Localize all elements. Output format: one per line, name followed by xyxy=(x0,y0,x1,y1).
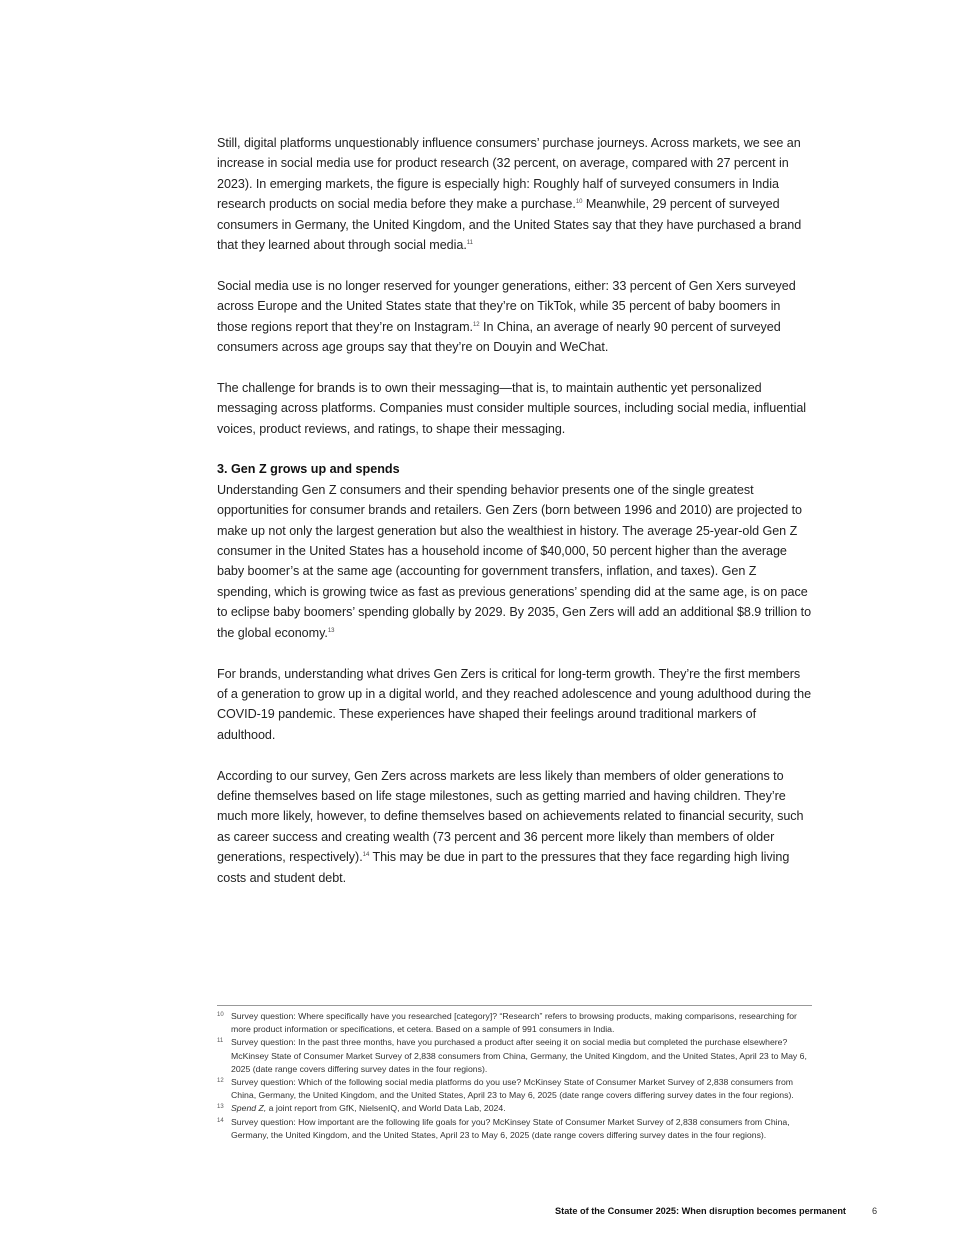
report-title: State of the Consumer 2025: When disruption becomes permanent xyxy=(555,1206,846,1216)
footnote-number: 10 xyxy=(217,1012,224,1018)
footnotes xyxy=(217,1005,812,1142)
footnote-ref[interactable]: 10 xyxy=(575,199,583,206)
footnote-text: Survey question: In the past three months, have you purchased a product after seeing it on social media but completed the purchase elsewhere? McKinsey State of Consumer Market Survey of 2,838 consumers from China, Germany, the United Kingdom, and the United States, April 23 to May 6, 2025 (date range covers differing survey dates in the four regions). xyxy=(231,1037,807,1074)
paragraph: The challenge for brands is to own their messaging—that is, to maintain authentic yet personalized messaging across platforms. Companies must consider multiple sources, including social media, influential voices, product reviews, and ratings, to shape their messaging. xyxy=(217,380,807,436)
footnote-number: 11 xyxy=(217,1038,224,1045)
paragraph-text: Meanwhile, 29 percent of surveyed consumers in Germany, the United Kingdom, and the United States say that they have purchased a brand that they learned about through social media. xyxy=(217,197,802,253)
section-heading: 3. Gen Z grows up and spends xyxy=(217,462,400,477)
paragraph-text: Still, digital platforms unquestionably influence consumers’ purchase journeys. Across markets, we see an increase in social media use for product research (32 percent, on average, compared with 27 percent in 2023). In emerging markets, the figure is especially high: Roughly half of surveyed consumers in India research products on social media before they make a purchase. xyxy=(217,136,801,212)
footnote xyxy=(217,1116,812,1142)
footnote-number: 14 xyxy=(217,1117,224,1124)
paragraph-text: Understanding Gen Z consumers and their spending behavior presents one of the single greatest opportunities for consumer brands and retailers. Gen Zers (born between 1996 and 2010) are projected to make up not only the largest generation but also the wealthiest in history. The average 25-year-old Gen Z consumer in the United States has a household income of $40,000, 50 percent higher than the average baby boomer’s at the same age (accounting for government transfers, inflation, and taxes). Gen Z spending, which is growing twice as fast as previous generations’ spending did at the same age, is on pace to eclipse baby boomers’ spending globally by 2029. By 2035, Gen Zers will add an additional $8.9 trillion to the global economy. xyxy=(217,482,812,640)
footnote-ref[interactable]: 14 xyxy=(362,851,370,858)
paragraph-text: Social media use is no longer reserved for younger generations, either: 33 percent of Gen Xers surveyed across Europe and the United States state that they’re on TikTok, while 35 percent of baby boomers in those regions report that they’re on Instagram. xyxy=(217,278,796,334)
page-footer xyxy=(0,1206,960,1222)
footnote-text: Survey question: Where specifically have you researched [category]? “Research” refers to browsing products, making comparisons, researching for more product information or specifications, et cetera. Based on a sample of 991 consumers in India. xyxy=(231,1011,797,1035)
page-number: 6 xyxy=(872,1206,878,1216)
paragraph xyxy=(217,766,813,888)
paragraph xyxy=(217,133,813,255)
footnote-ref[interactable]: 13 xyxy=(327,627,335,634)
footnote-number: 13 xyxy=(217,1104,224,1111)
paragraph xyxy=(217,276,813,358)
paragraph-text: According to our survey, Gen Zers across markets are less likely than members of older generations to define themselves based on life stage milestones, such as getting married and having children. They’re much more likely, however, to define themselves based on achievements related to financial security, such as career success and creating wealth (73 percent and 36 percent more likely than members of older generations, respectively). xyxy=(217,768,804,865)
footnote xyxy=(217,1102,812,1115)
footnote-text: Survey question: Which of the following social media platforms do you use? McKinsey State of Consumer Market Survey of 2,838 consumers from China, Germany, the United Kingdom, and the United States, April 23 to May 6, 2025 (date range covers differing survey dates in the four regions). xyxy=(231,1077,794,1101)
footnote-text xyxy=(231,1102,812,1115)
footnote-number: 12 xyxy=(217,1078,224,1085)
footnote-source-detail: a joint report from GfK, NielsenIQ, and World Data Lab, 2024. xyxy=(266,1103,506,1114)
article-body xyxy=(217,133,813,908)
footnote xyxy=(217,1010,812,1036)
paragraph xyxy=(217,480,813,643)
footnote-ref[interactable]: 11 xyxy=(466,239,473,246)
footnote xyxy=(217,1036,812,1076)
footnote xyxy=(217,1076,812,1102)
paragraph-text: This may be due in part to the pressures that they face regarding high living costs and student debt. xyxy=(217,850,790,885)
footnote-source-title: Spend Z, xyxy=(231,1103,267,1114)
paragraph-text: In China, an average of nearly 90 percent of surveyed consumers across age groups say that they’re on Douyin and WeChat. xyxy=(217,319,781,355)
footnote-text: Survey question: How important are the following life goals for you? McKinsey State of Consumer Market Survey of 2,838 consumers from China, Germany, the United Kingdom, and the United States, April 23 to May 6, 2025 (date range covers differing survey dates in the four regions). xyxy=(231,1116,790,1140)
paragraph: For brands, understanding what drives Gen Zers is critical for long-term growth. They’re the first members of a generation to grow up in a digital world, and they reached adolescence and young adulthood during the COVID-19 pandemic. These experiences have shaped their feelings around traditional markers of adulthood. xyxy=(217,666,812,742)
footnote-ref[interactable]: 12 xyxy=(472,321,480,328)
